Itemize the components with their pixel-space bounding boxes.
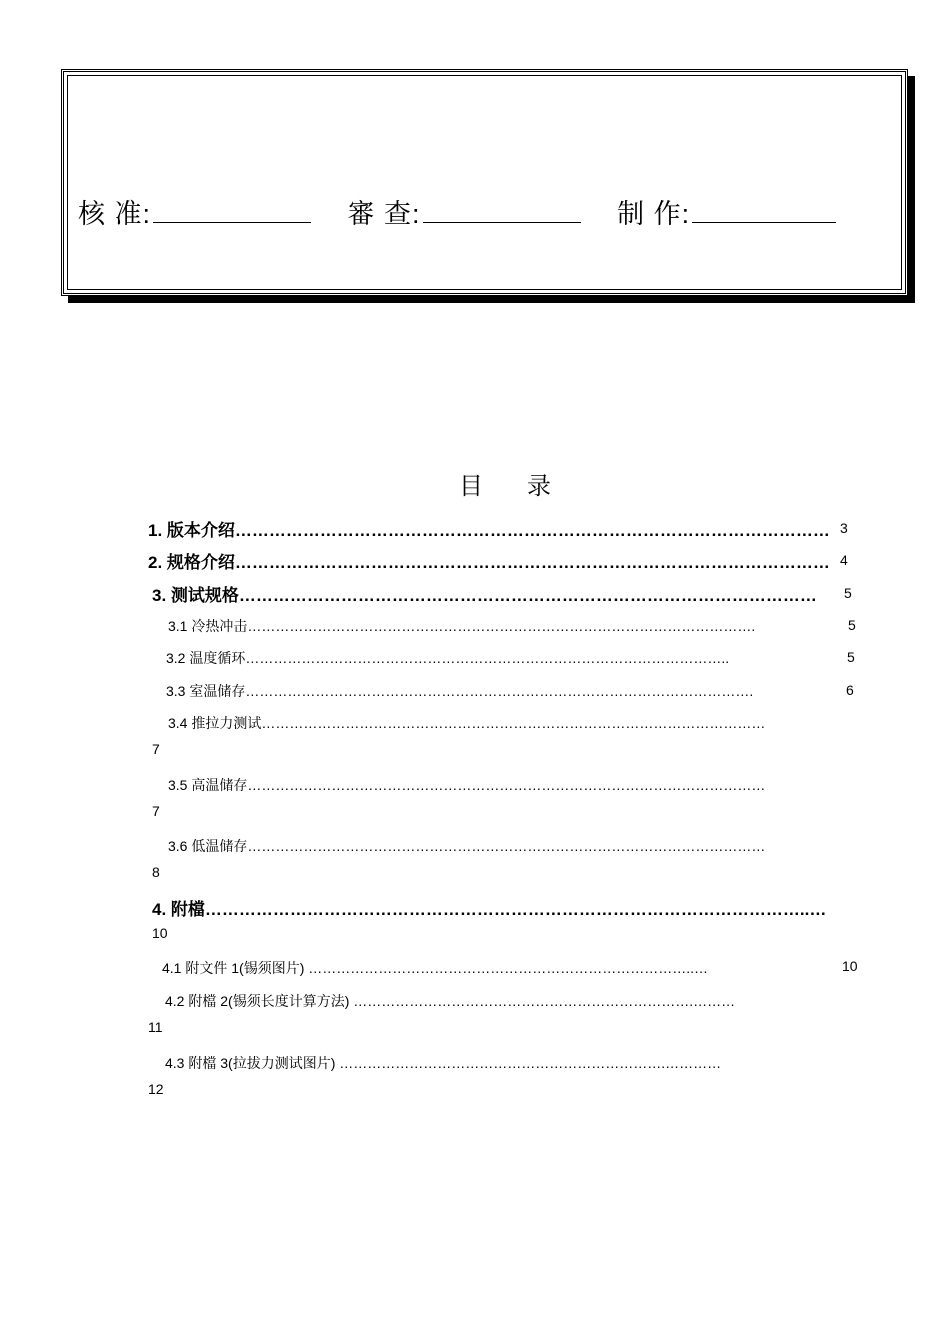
toc-entry-label: 3.1 冷热冲击: [168, 618, 248, 634]
toc-entry-label: 3.4 推拉力测试: [168, 715, 262, 731]
prepare-field: [617, 192, 836, 231]
approve-line: [153, 198, 311, 223]
toc-entry-label: 4.3 附檔 3(拉拔力测试图片): [165, 1055, 340, 1071]
review-field: [348, 192, 581, 231]
toc-entry[interactable]: [166, 648, 847, 668]
toc-entry-dots: …………………………………………………………………………………………………: [247, 838, 766, 854]
toc-entry-page: 6: [846, 682, 854, 698]
toc-entry[interactable]: [168, 836, 858, 856]
toc-entry[interactable]: [152, 895, 860, 920]
toc-entry-page: 10: [842, 958, 858, 974]
toc-entry[interactable]: [166, 681, 846, 701]
prepare-line: [692, 198, 836, 223]
toc-entry-dots: ……………………………………………………………………………………………: [234, 521, 830, 540]
toc-entry[interactable]: [165, 991, 867, 1011]
toc-entry-page: 7: [152, 803, 160, 819]
toc-entry-page: 12: [148, 1081, 164, 1097]
toc-entry-page: 11: [148, 1019, 163, 1035]
review-label: 審 查:: [347, 199, 421, 229]
toc-entry-dots: ……………………………………………………………….………: [353, 993, 736, 1009]
toc-entry-label: 3.5 高温储存: [168, 777, 248, 793]
toc-entry-dots: ……………………………………………………………………………………………: [234, 553, 830, 572]
toc-entry-page: 8: [152, 864, 160, 880]
toc-entry-label: 4. 附檔: [152, 900, 205, 919]
toc-entry-label: 3.2 温度循环: [166, 650, 246, 666]
toc-entry-dots: ………………………………………………………………………..…: [308, 960, 709, 976]
toc-entry-label: 4.1 附文件 1(锡须图片): [162, 960, 309, 976]
toc-title: 目录: [459, 473, 595, 500]
toc-entry-dots: …………………………………………………………….…………: [339, 1055, 722, 1071]
toc-entry-page: 5: [847, 649, 855, 665]
toc-entry[interactable]: [168, 713, 860, 733]
toc-entry-page: 5: [844, 585, 852, 601]
toc-entry-dots: ………………………………………………………………………………………………: [261, 715, 766, 731]
toc-entry[interactable]: [148, 516, 840, 541]
toc-entry-label: 3.3 室温储存: [166, 683, 246, 699]
toc-entry[interactable]: [168, 775, 858, 795]
toc-entry-label: 3. 测试规格: [152, 586, 239, 605]
toc-entry[interactable]: [152, 581, 842, 606]
toc-entry-dots: …………………………………………………………………………………………..: [245, 650, 730, 666]
toc-entry-page: 10: [152, 925, 168, 941]
toc-entry-label: 3.6 低温储存: [168, 838, 248, 854]
approve-label: 核 准:: [78, 199, 152, 229]
toc-entry[interactable]: [168, 616, 847, 636]
toc-entry-dots: ……………………………………………………………………………………………….: [247, 618, 756, 634]
signature-box: [61, 69, 908, 296]
toc-entry-label: 1. 版本介绍: [148, 521, 235, 540]
toc-entry-dots: ……………………………………………………………………………………………….: [245, 683, 754, 699]
signature-row: [78, 192, 836, 231]
toc-entry-page: 4: [840, 552, 848, 568]
toc-entry-page: 5: [848, 617, 856, 633]
approve-field: [78, 192, 311, 231]
prepare-label: 制 作:: [617, 199, 691, 229]
toc-entry-dots: …………………………………………………………………………………………………: [247, 777, 766, 793]
review-line: [423, 198, 581, 223]
toc-entry-page: 3: [840, 520, 848, 536]
toc-entry-dots: ……………………………………………………………………………………………..…: [204, 900, 827, 919]
signature-box-inner-border: [67, 75, 902, 290]
toc-entry-page: 7: [152, 741, 160, 757]
toc-entry[interactable]: [165, 1053, 860, 1073]
toc-entry-dots: …………………………………………………………………………………………: [238, 586, 817, 605]
toc-entry-label: 2. 规格介绍: [148, 553, 235, 572]
toc-entry[interactable]: [162, 958, 842, 978]
toc-entry[interactable]: [148, 548, 838, 573]
toc-entry-label: 4.2 附檔 2(锡须长度计算方法): [165, 993, 354, 1009]
